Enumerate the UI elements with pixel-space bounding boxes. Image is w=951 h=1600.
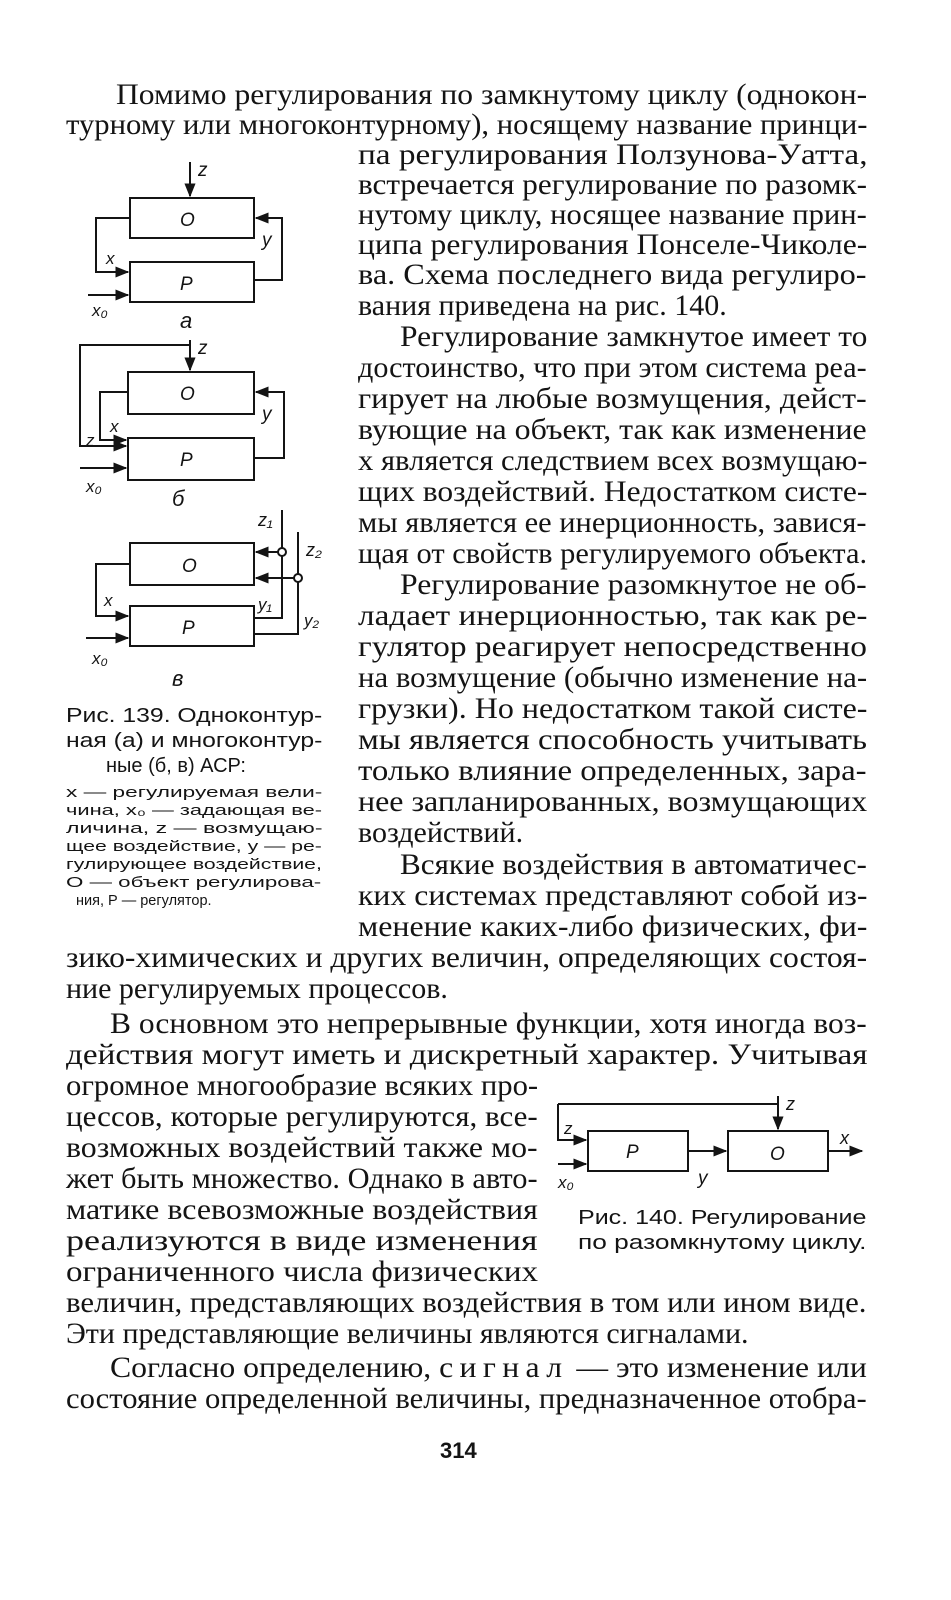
text-line: матике всевозможные воздействия (66, 1193, 538, 1226)
text-line: Регулирование замкнутое имеет то (400, 320, 868, 353)
caption-line: по разомкнутому циклу. (578, 1232, 867, 1254)
regulator-label: Р (626, 1142, 639, 1163)
text-line: вующие на объект, так как изменение (358, 413, 867, 446)
x-label: x (110, 417, 119, 436)
panel-label-c: в (172, 666, 184, 691)
text-line: щая от свойств регулируемого объекта. (358, 537, 868, 570)
text-line: достоинство, что при этом система реа- (358, 351, 867, 384)
text-line: воздействий. (358, 816, 524, 849)
regulator-label: Р (180, 450, 193, 471)
caption-line: Рис. 139. Одноконтур- (66, 705, 323, 727)
text-line: нутому циклу, носящее название прин- (358, 198, 867, 231)
text-line: зико-химических и других величин, определяющих состоя- (66, 941, 868, 974)
z-label: z (786, 1094, 795, 1114)
text-line: щих воздействий. Недостатком систе- (358, 475, 868, 508)
text-line: ципа регулирования Понселе-Чиколе- (358, 228, 868, 261)
z1-label: z₁ (258, 510, 273, 530)
regulator-label: Р (180, 274, 193, 295)
text-line: мы является ее инерционность, завися- (358, 506, 867, 539)
text-line: ких системах представляют собой из- (358, 879, 868, 912)
object-label: О (180, 384, 195, 405)
z-label: z (198, 160, 208, 181)
y2-label: y₂ (304, 611, 319, 630)
text-run: — это изменение или (568, 1351, 867, 1384)
y1-label: y₁ (258, 595, 272, 614)
text-line: вания приведена на рис. 140. (358, 289, 727, 322)
legend-line: гулирующее воздействие, (66, 857, 322, 873)
text-line: па регулирования Ползунова-Уатта, (358, 138, 868, 171)
text-line: турному или многоконтурному), носящему название принци- (66, 108, 868, 141)
legend-line: О — объект регулирова- (66, 875, 322, 891)
panel-label-a: а (180, 308, 193, 333)
spaced-term: сигнал (439, 1351, 569, 1384)
text-line: x является следствием всех возмущаю- (358, 444, 868, 477)
text-line: цессов, которые регулируются, все- (66, 1100, 538, 1133)
y-label: y (698, 1168, 708, 1189)
text-line: реализуются в виде изменения (66, 1224, 538, 1257)
caption-line: ные (б, в) АСР: (106, 755, 246, 777)
text-line: встречается регулирование по разомк- (358, 168, 868, 201)
text-run: Согласно определению, (110, 1351, 440, 1384)
text-line: ние регулируемых процессов. (66, 972, 448, 1005)
text-line: ва. Схема последнего вида регулиро- (358, 258, 867, 291)
legend-line: личина, z — возмущаю- (66, 821, 323, 837)
text-line: огромное многообразие всяких про- (66, 1069, 539, 1102)
legend-line: ния, Р — регулятор. (76, 893, 212, 909)
text-line: ограниченного числа физических (66, 1255, 539, 1288)
text-line: грузки). Но недостатком такой систе- (358, 692, 868, 725)
regulator-label: Р (182, 618, 195, 639)
x-label: x (840, 1128, 849, 1148)
text-line: Помимо регулирования по замкнутому циклу (однокон- (116, 78, 868, 111)
object-label: О (770, 1144, 785, 1165)
legend-line: x — регулируемая вели- (66, 785, 323, 801)
z2-label: z₂ (306, 540, 322, 560)
x0-label: x₀ (558, 1173, 574, 1192)
caption-line: Рис. 140. Регулирование (578, 1207, 867, 1229)
text-line: гулятор реагирует непосредственно (358, 630, 867, 663)
text-line: величин, представляющих воздействия в том или ином виде. (66, 1286, 867, 1319)
text-line: жет быть множество. Однако в авто- (66, 1162, 538, 1195)
text-line: гирует на любые возмущения, дейст- (358, 382, 867, 415)
legend-line: чина, x₀ — задающая ве- (66, 803, 323, 819)
text-line: действия могут иметь и дискретный характер. Учитывая (66, 1038, 868, 1071)
text-line: возможных воздействий также мо- (66, 1131, 538, 1164)
x0-label: x₀ (86, 477, 102, 496)
x-label: x (104, 591, 113, 610)
text-line: менение каких-либо физических, фи- (358, 910, 868, 943)
z-input-label: z (86, 431, 95, 450)
x0-label: x₀ (92, 649, 108, 668)
panel-label-b: б (172, 486, 185, 511)
text-line: Регулирование разомкнутое не об- (400, 568, 867, 601)
object-label: О (180, 210, 195, 231)
y-label: y (262, 404, 272, 425)
caption-line: ная (а) и многоконтур- (66, 730, 323, 752)
page-number: 314 (440, 1438, 477, 1463)
object-label: О (182, 556, 197, 577)
x0-label: x₀ (92, 301, 108, 320)
text-line: состояние определенной величины, предназначенное отобра- (66, 1382, 867, 1415)
text-line: нее запланированных, возмущающих (358, 785, 868, 818)
text-line: на возмущение (обычно изменение на- (358, 661, 868, 694)
legend-line: щее воздействие, y — ре- (66, 839, 322, 855)
text-line: мы является способность учитывать (358, 723, 867, 756)
text-line: В основном это непрерывные функции, хотя иногда воз- (110, 1007, 867, 1040)
z-input-label: z (564, 1119, 573, 1138)
text-line: Эти представляющие величины являются сигналами. (66, 1317, 749, 1350)
text-line: Всякие воздействия в автоматичес- (400, 848, 867, 881)
y-label: y (262, 230, 272, 251)
text-line: ладает инерционностью, так как ре- (358, 599, 868, 632)
text-line: только влияние определенных, зара- (358, 754, 867, 787)
x-label: x (106, 249, 115, 268)
z-label: z (198, 338, 208, 359)
